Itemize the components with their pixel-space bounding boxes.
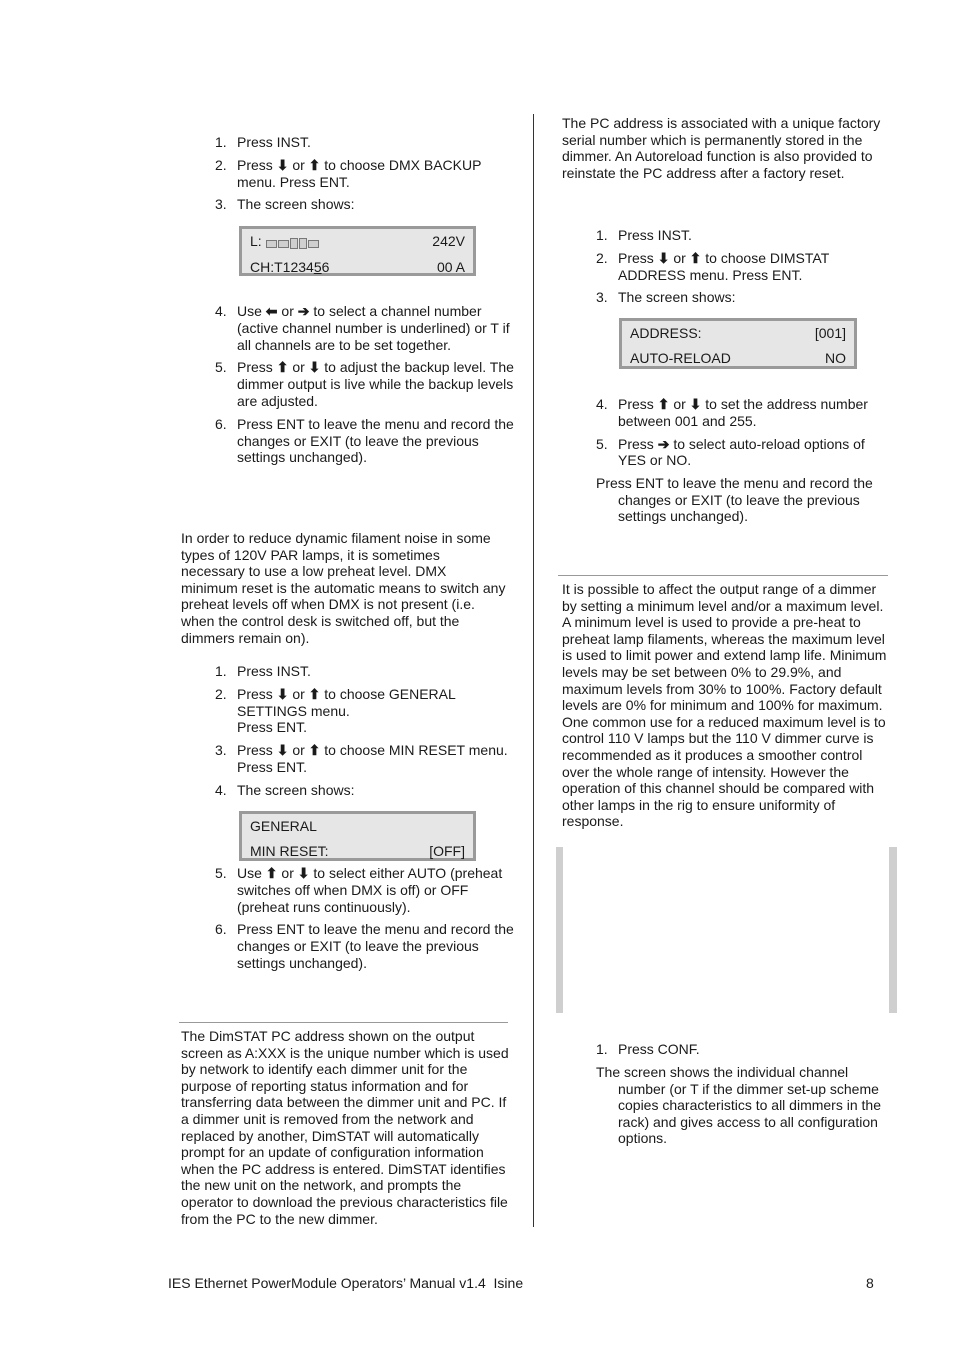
output-range-paragraph: It is possible to affect the output range of a dimmer by setting a minimum level and/or a maximum level. A minimum level is used to provide a pre-heat to preheat lamp filaments, whereas the maximum level is used to limit power and extend lamp life. Minimum levels may be set between 0% to 29.9%, and maximum levels from 30% to 100%. Factory default levels are 0% for minimum and 100% for maximum. One common use for a reduced maximum level is to control 110 V lamps but the 110 V dimmer curve is recommended as it produces a smoother control over the whole range of intensity. However the operation of this channel should be compared with other lamps in the rig to ensure uniformity of response.: [562, 581, 887, 830]
arrow-right-icon: ➔: [297, 303, 310, 319]
list-item: 3. Press ⬇ or ⬆ to choose MIN RESET menu. Press ENT.: [215, 742, 508, 775]
list-item: 2. Press ⬇ or ⬆ to choose DMX BACKUP menu. Press ENT.: [215, 156, 482, 190]
arrow-down-icon: ⬇: [689, 396, 702, 412]
dimstat-address-steps: [596, 227, 886, 306]
list-item: 6. Press ENT to leave the menu and record the changes or EXIT (to leave the previous settings unchanged).: [215, 415, 514, 466]
list-item: 1. Press INST.: [215, 134, 311, 150]
list-item: 2. Press ⬇ or ⬆ to choose DIMSTAT ADDRESS menu. Press ENT.: [596, 249, 829, 283]
list-item: 4. The screen shows:: [215, 781, 355, 798]
lcd-screen-backup: L: 242V CH:T123456 00 A: [239, 226, 476, 276]
section-divider: [179, 1022, 508, 1023]
arrow-up-icon: ⬆: [308, 742, 321, 759]
lcd-screen-address: ADDRESS: [001] AUTO-RELOAD NO: [619, 318, 857, 369]
arrow-up-icon: ⬆: [308, 685, 321, 702]
list-item: 3. The screen shows:: [596, 289, 736, 306]
list-item: 1. Press CONF.: [596, 1041, 700, 1057]
list-item: 2. Press ⬇ or ⬆ to choose GENERAL SETTINGS menu. Press ENT.: [215, 685, 456, 736]
list-item: 4. Press ⬆ or ⬇ to set the address number between 001 and 255.: [596, 396, 868, 429]
dimstat-address-steps-cont: [596, 396, 886, 469]
min-reset-steps: [215, 663, 515, 799]
arrow-down-icon: ⬇: [297, 865, 310, 881]
dimstat-address-paragraph: The DimSTAT PC address shown on the output screen as A:XXX is the unique number which is used by network to identify each dimmer unit for the purpose of reporting status information and for transferring data between the dimmer unit and PC. If a dimmer unit is removed from the network and replaced by another, DimSTAT will automatically prompt for an update of configuration information when the PC address is entered. DimSTAT identifies the new unit on the network, and prompts the operator to download the previous characteristics file from the PC to the new dimmer.: [181, 1028, 509, 1227]
arrow-up-icon: ⬆: [276, 359, 289, 376]
side-bar-left: [556, 847, 563, 1013]
conf-steps: [596, 1041, 886, 1058]
lcd-screen-general: GENERAL MIN RESET: [OFF]: [239, 811, 476, 861]
arrow-up-icon: ⬆: [657, 396, 670, 412]
list-item: 4. Use ⬅ or ➔ to select a channel number (active channel number is underlined) or T if all channels are to be set together.: [215, 303, 510, 353]
dmx-min-reset-paragraph: In order to reduce dynamic filament noise in some types of 120V PAR lamps, it is sometimes necessary to use a low preheat level. DMX minimum reset is the automatic means to switch any preheat levels off when DMX is not present (i.e. when the control desk is switched off, but the dimmers remain on).: [181, 530, 506, 646]
list-item: 3. The screen shows:: [215, 196, 355, 213]
min-reset-steps-cont: [215, 865, 515, 972]
list-item: 5. Press ⬆ or ⬇ to adjust the backup level. The dimmer output is live while the backup levels are adjusted.: [215, 359, 514, 409]
arrow-down-icon: ⬇: [276, 742, 289, 759]
dmx-backup-steps: [215, 134, 515, 213]
dmx-backup-steps-cont: [215, 303, 515, 466]
channel-level-icon: [266, 233, 320, 251]
list-item: 5. Press ➔ to select auto-reload options of YES or NO.: [596, 435, 865, 469]
page-number: 8: [866, 1275, 874, 1291]
arrow-up-icon: ⬆: [308, 156, 321, 173]
press-ent-paragraph: Press ENT to leave the menu and record the changes or EXIT (to leave the previous settings unchanged).: [596, 475, 873, 525]
arrow-down-icon: ⬇: [308, 359, 321, 376]
footer-title: IES Ethernet PowerModule Operators’ Manual v1.4 Isine: [168, 1275, 524, 1291]
arrow-left-icon: ⬅: [265, 303, 278, 319]
arrow-up-icon: ⬆: [265, 865, 278, 881]
arrow-down-icon: ⬇: [276, 156, 289, 173]
side-bar-right: [889, 847, 897, 1013]
list-item: 1. Press INST.: [215, 663, 311, 679]
list-item: 6. Press ENT to leave the menu and record the changes or EXIT (to leave the previous settings unchanged).: [215, 921, 514, 971]
pc-address-paragraph: The PC address is associated with a unique factory serial number which is permanently stored in the dimmer. An Autoreload function is also provided to reinstate the PC address after a factory reset.: [562, 115, 881, 181]
section-divider: [558, 575, 888, 576]
conf-screen-paragraph: The screen shows the individual channel number (or T if the dimmer set-up scheme copies characteristics to all dimmers in the rack) and gives access to all configuration options.: [596, 1064, 881, 1147]
arrow-up-icon: ⬆: [689, 249, 702, 266]
arrow-right-icon: ➔: [657, 435, 670, 452]
list-item: 5. Use ⬆ or ⬇ to select either AUTO (preheat switches off when DMX is off) or OFF (preheat runs continuously).: [215, 865, 503, 915]
arrow-down-icon: ⬇: [276, 685, 289, 702]
column-divider: [533, 114, 534, 1227]
list-item: 1. Press INST.: [596, 227, 692, 243]
arrow-down-icon: ⬇: [657, 249, 670, 266]
